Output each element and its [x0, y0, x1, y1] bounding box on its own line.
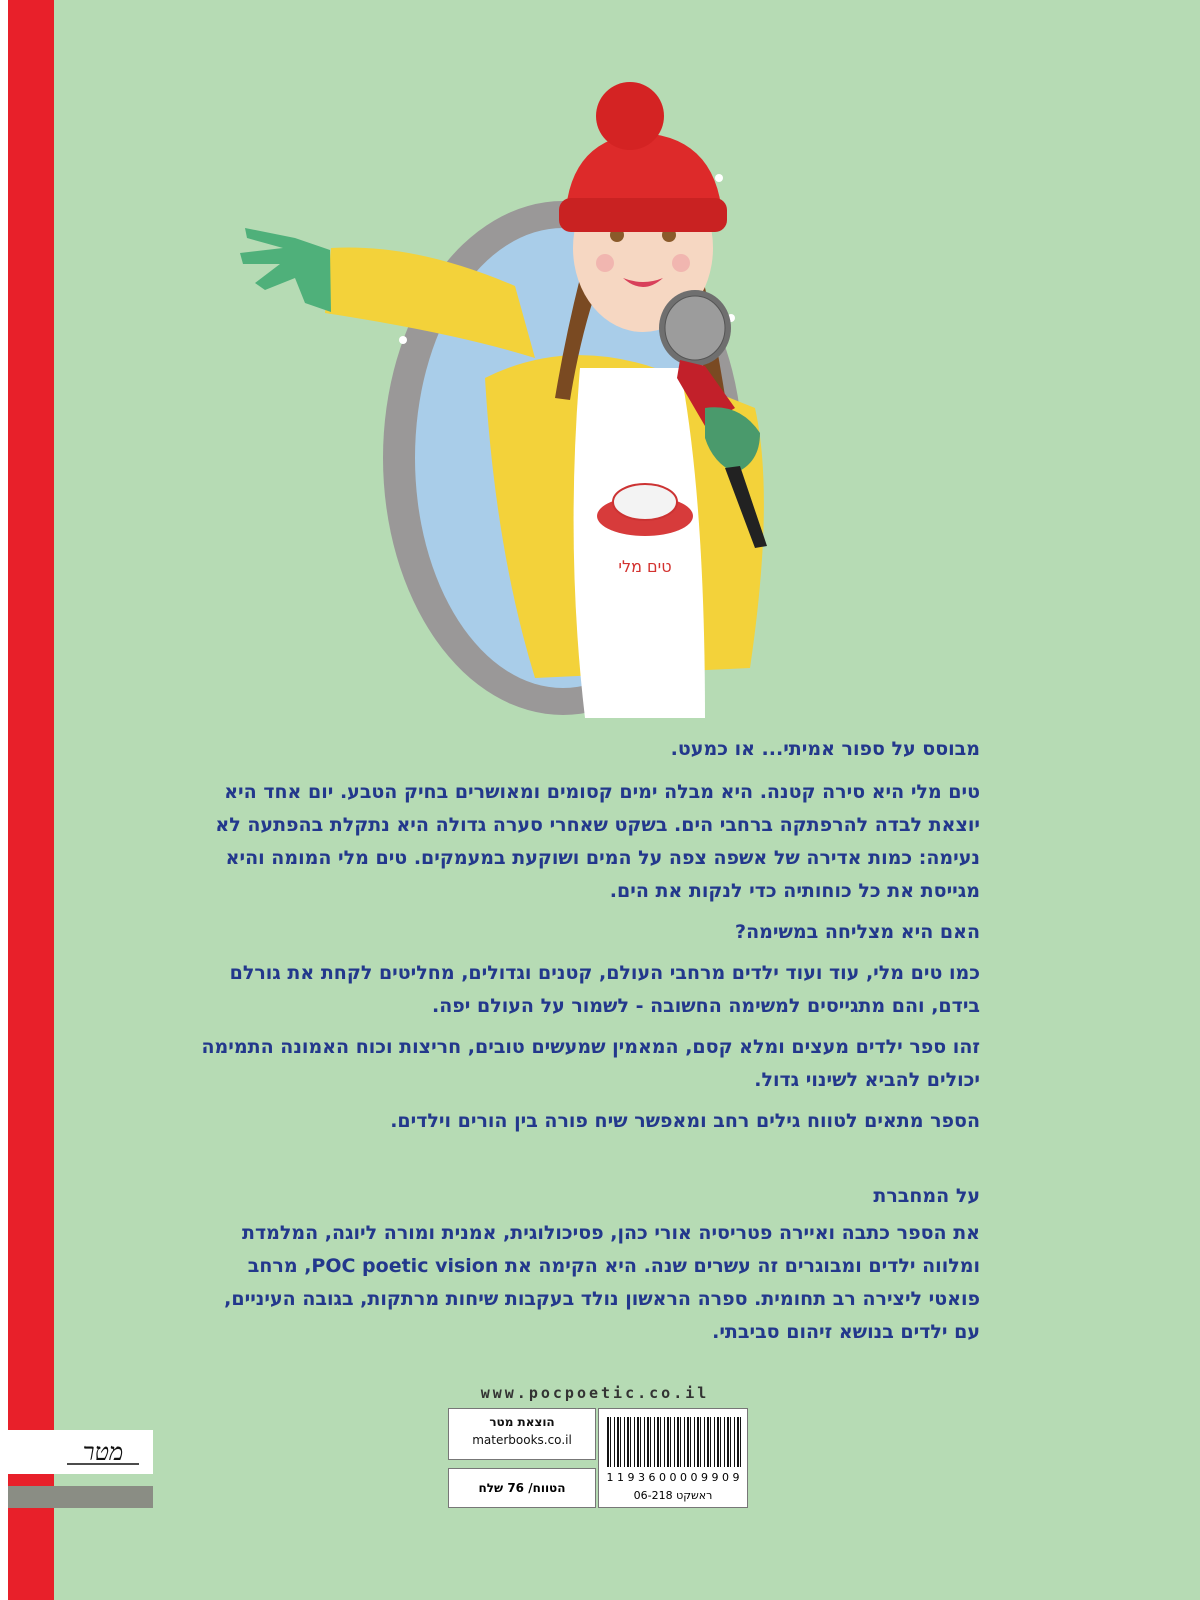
- svg-text:מטר: מטר: [82, 1438, 124, 1466]
- publisher-logo: [8, 1430, 153, 1474]
- catalog-number: ראשקט 06-218: [633, 1489, 713, 1502]
- girl-in-porthole-illustration: [235, 78, 790, 718]
- back-cover-blurb: [195, 733, 980, 1357]
- blurb-paragraph-2: כמו טים מלי, עוד ועוד ילדים מרחבי העולם, קטנים וגדולים, מחליטים לקחת את גורלם בידם, והם מתגייסים למשימה החשובה - לשמור על העולם יפה.: [229, 962, 980, 1017]
- logo-underbar: [8, 1486, 153, 1508]
- price-label: הטווח/ 76 שלח: [448, 1468, 596, 1508]
- publisher-site: materbooks.co.il: [472, 1433, 572, 1447]
- shirt-text: טים מלי: [618, 557, 672, 576]
- blurb-heading: מבוסס על ספור אמיתי... או כמעט.: [670, 738, 980, 760]
- blurb-paragraph-1: טים מלי היא סירה קטנה. היא מבלה ימים קסומים ומאושרים בחיק הטבע. יום אחד היא יוצאת לבדה להרפתקה ברחבי הים. בשקט שאחרי סערה גדולה היא נתקלת בהפתעה לא נעימה: כמות אדירה של אשפה צפה על המים ושוקעת במעמקים. טים מלי המומה והיא מגייסת את כל כוחותיה כדי לנקות את הים.: [215, 781, 980, 902]
- blurb-paragraph-4: הספר מתאים לטווח גילים רחב ומאפשר שיח פורה בין הורים וילדים.: [390, 1110, 980, 1132]
- author-heading: על המחברת: [873, 1185, 980, 1207]
- barcode-number: 1 1 9 3 6 0 0 0 0 9 9 0 9: [606, 1471, 740, 1484]
- author-text: את הספר כתבה ואיירה פטריסיה אורי כהן, פסיכולוגית, אמנית ומורה ליוגה, המלמדת ומלווה ילדים ומבוגרים זה עשרים שנה. היא הקימה את POC poetic vision, מרחב פואטי ליצירה רב תחומית. ספרה הראשון נולד בעקבות שיחות מרתקות, בגובה העיניים, עם ילדים בנושא זיהום סביבתי.: [224, 1222, 980, 1343]
- red-spine-strip: [8, 0, 54, 1600]
- blurb-paragraph-3: זהו ספר ילדים מעצים ומלא קסם, המאמין שמעשים טובים, חריצות וכוח האמונה התמימה יכולים להביא לשינוי גדול.: [201, 1036, 980, 1091]
- publisher-box: [448, 1408, 596, 1460]
- spacer: [195, 1146, 980, 1180]
- barcode: [598, 1408, 748, 1508]
- website-url: www.pocpoetic.co.il: [480, 1384, 710, 1402]
- mater-logo-icon: [63, 1434, 143, 1470]
- blurb-question: האם היא מצליחה במשימה?: [735, 921, 980, 943]
- publisher-name: הוצאת מטר: [489, 1415, 555, 1429]
- barcode-icon: [607, 1417, 741, 1467]
- page-edge: [0, 0, 8, 1600]
